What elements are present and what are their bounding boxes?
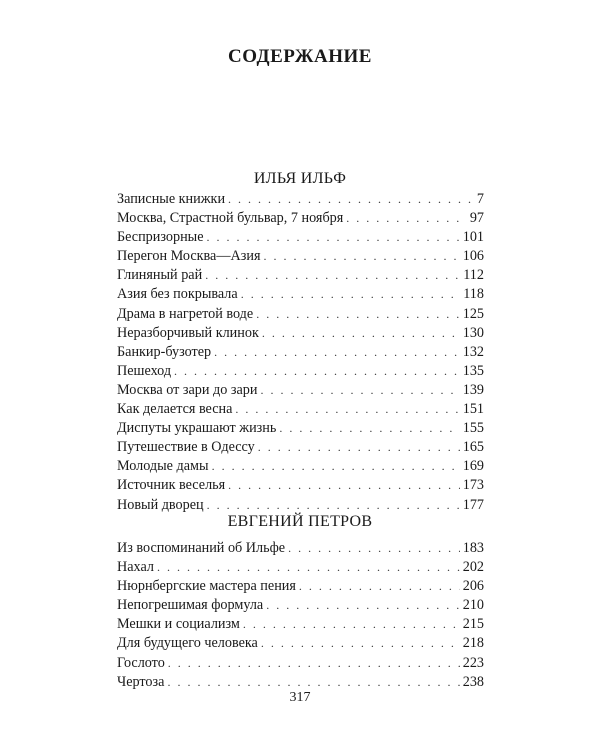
dot-leader bbox=[207, 496, 460, 515]
dot-leader bbox=[207, 228, 460, 247]
dot-leader bbox=[214, 343, 460, 362]
entry-page: 118 bbox=[463, 286, 484, 303]
toc-entry[interactable] bbox=[117, 634, 484, 653]
entry-title: Азия без покрывала bbox=[117, 286, 238, 303]
entry-page: 215 bbox=[462, 616, 484, 633]
toc-list-petrov bbox=[117, 539, 484, 692]
entry-title: Из воспоминаний об Ильфе bbox=[117, 540, 286, 556]
dot-leader bbox=[167, 673, 459, 692]
toc-entry[interactable] bbox=[117, 266, 484, 285]
entry-page: 106 bbox=[462, 248, 484, 265]
toc-entry[interactable] bbox=[117, 539, 484, 558]
section-heading-ilf: ИЛЬЯ ИЛЬФ bbox=[253, 170, 347, 187]
toc-entry[interactable] bbox=[117, 654, 484, 673]
entry-title: Для будущего человека bbox=[117, 635, 258, 652]
toc-entry[interactable] bbox=[117, 673, 484, 692]
toc-entry[interactable] bbox=[117, 496, 484, 515]
toc-entry[interactable] bbox=[117, 615, 484, 634]
dot-leader bbox=[228, 476, 460, 495]
entry-title: Новый дворец bbox=[117, 496, 204, 513]
toc-entry[interactable] bbox=[117, 476, 484, 495]
entry-page: 101 bbox=[462, 229, 484, 246]
entry-page: 218 bbox=[462, 635, 484, 652]
dot-leader bbox=[261, 381, 460, 400]
entry-title: Источник веселья bbox=[117, 477, 226, 494]
dot-leader bbox=[205, 266, 460, 285]
toc-entry[interactable] bbox=[117, 343, 484, 362]
entry-title: Неразборчивый клинок bbox=[117, 324, 259, 341]
entry-title: Диспуты украшают жизнь bbox=[117, 420, 277, 437]
entry-page: 112 bbox=[463, 267, 484, 284]
entry-title: Мешки и социализм bbox=[117, 616, 240, 633]
dot-leader bbox=[168, 654, 460, 673]
entry-title: Чертоза bbox=[117, 673, 165, 690]
dot-leader bbox=[261, 634, 460, 653]
entry-title: Молодые дамы bbox=[117, 458, 209, 475]
toc-entry[interactable] bbox=[117, 324, 484, 343]
entry-title: Глиняный рай bbox=[117, 267, 203, 284]
toc-entry[interactable] bbox=[117, 438, 484, 457]
entry-page: 97 bbox=[469, 210, 484, 227]
toc-entry[interactable] bbox=[117, 285, 484, 304]
entry-title: Пешеход bbox=[117, 362, 172, 379]
dot-leader bbox=[256, 305, 460, 324]
toc-entry[interactable] bbox=[117, 596, 484, 615]
dot-leader bbox=[262, 324, 460, 343]
entry-page: 125 bbox=[462, 305, 484, 322]
toc-entry[interactable] bbox=[117, 247, 484, 266]
toc-entry[interactable] bbox=[117, 419, 484, 438]
entry-title: Путешествие в Одессу bbox=[117, 439, 255, 456]
entry-page: 206 bbox=[462, 578, 484, 595]
dot-leader bbox=[241, 285, 461, 304]
entry-page: 165 bbox=[462, 439, 484, 456]
dot-leader bbox=[243, 615, 460, 634]
page-title: СОДЕРЖАНИЕ bbox=[228, 46, 372, 67]
toc-entry[interactable] bbox=[117, 457, 484, 476]
toc-entry[interactable] bbox=[117, 400, 484, 419]
entry-title: Гослото bbox=[117, 654, 165, 671]
entry-page: 177 bbox=[462, 496, 484, 513]
dot-leader bbox=[174, 362, 460, 381]
dot-leader bbox=[266, 596, 460, 615]
entry-title: Нюрнбергские мастера пения bbox=[117, 578, 296, 595]
entry-page: 155 bbox=[462, 420, 484, 437]
entry-page: 183 bbox=[462, 540, 484, 556]
dot-leader bbox=[258, 438, 460, 457]
toc-entry[interactable] bbox=[117, 362, 484, 381]
entry-title: Беспризорные bbox=[117, 229, 204, 246]
dot-leader bbox=[157, 558, 460, 577]
entry-page: 169 bbox=[462, 458, 484, 475]
entry-page: 130 bbox=[462, 324, 484, 341]
entry-page: 135 bbox=[462, 362, 484, 379]
toc-entry[interactable] bbox=[117, 577, 484, 596]
toc-entry[interactable] bbox=[117, 305, 484, 324]
dot-leader bbox=[279, 419, 459, 438]
entry-title: Записные книжки bbox=[117, 191, 226, 207]
dot-leader bbox=[228, 190, 474, 209]
entry-page: 173 bbox=[462, 477, 484, 494]
entry-page: 151 bbox=[462, 401, 484, 418]
dot-leader bbox=[235, 400, 459, 419]
entry-title: Нахал bbox=[117, 559, 154, 576]
page-number: 317 bbox=[289, 690, 311, 705]
entry-page: 7 bbox=[476, 191, 484, 207]
toc-entry[interactable] bbox=[117, 209, 484, 228]
entry-page: 238 bbox=[462, 673, 484, 690]
toc-entry[interactable] bbox=[117, 190, 484, 209]
entry-title: Москва, Страстной бульвар, 7 ноября bbox=[117, 210, 344, 227]
entry-title: Непогрешимая формула bbox=[117, 597, 264, 614]
toc-list-ilf bbox=[117, 190, 484, 515]
entry-title: Банкир-бузотер bbox=[117, 343, 212, 360]
entry-page: 223 bbox=[462, 654, 484, 671]
dot-leader bbox=[212, 457, 460, 476]
dot-leader bbox=[288, 539, 460, 558]
entry-title: Драма в нагретой воде bbox=[117, 305, 254, 322]
dot-leader bbox=[299, 577, 460, 596]
entry-page: 202 bbox=[462, 559, 484, 576]
toc-entry[interactable] bbox=[117, 558, 484, 577]
toc-entry[interactable] bbox=[117, 228, 484, 247]
entry-page: 139 bbox=[462, 381, 484, 398]
section-heading-petrov: ЕВГЕНИЙ ПЕТРОВ bbox=[227, 513, 373, 530]
entry-page: 210 bbox=[462, 597, 484, 614]
toc-entry[interactable] bbox=[117, 381, 484, 400]
entry-title: Перегон Москва—Азия bbox=[117, 248, 261, 265]
entry-title: Как делается весна bbox=[117, 401, 233, 418]
entry-title: Москва от зари до зари bbox=[117, 381, 258, 398]
dot-leader bbox=[264, 247, 460, 266]
entry-page: 132 bbox=[462, 343, 484, 360]
dot-leader bbox=[346, 209, 467, 228]
